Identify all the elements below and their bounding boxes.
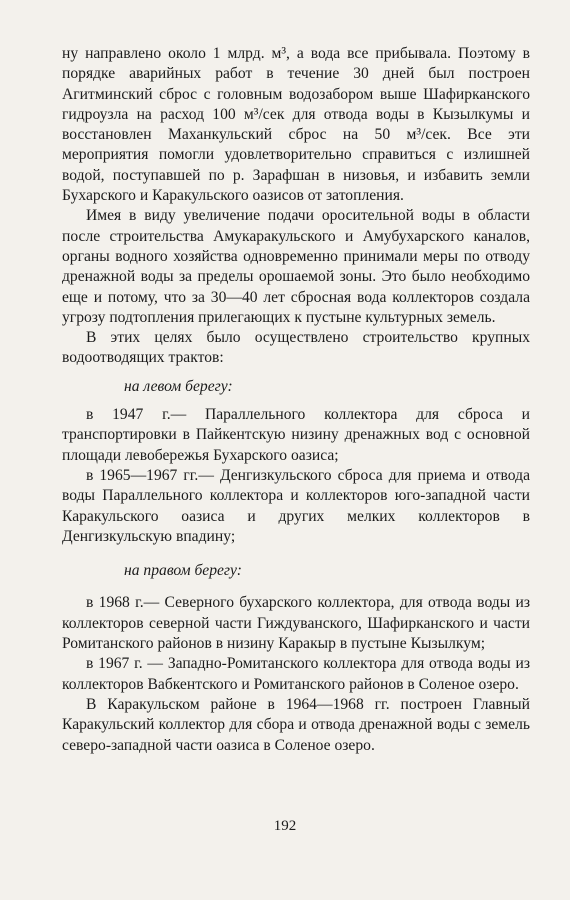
paragraph-karakul-collector: В Каракульском районе в 1964—1968 гг. построен Главный Каракульский коллектор для сбора и отвода дренажной воды с земель северо-западной части оазиса в Соленое озеро. [62,695,530,754]
list-item-dengizkul-outlet: в 1965—1967 гг.— Денгизкульского сброса для приема и отвода воды Параллельного коллектора и коллекторов юго-западной части Каракульского оазиса и других мелких коллекторов в Денгизкульскую впадину; [62,466,530,545]
paragraph-continuation: ну направлено около 1 млрд. м³, а вода все прибывала. Поэтому в порядке аварийных работ в течение 30 дней был построен Агитминский сброс с головным водозабором выше Шафирканского гидроузла на расход 100 м³/сек для отвода воды в Кызылкумы и восстановлен Маханкульский сброс на 50 м³/сек. Все эти мероприятия помогли удовлетворительно справиться с излишней водой, поступавшей по р. Зарафшан в низовья, и избавить земли Бухарского и Каракульского оазисов от затопления. [62,45,530,205]
page-number: 192 [273,818,297,834]
subheading-right-bank: на правом берегу: [124,562,242,580]
list-item-west-romitan-collector: в 1967 г. — Западно-Ромитанского коллектора для отвода воды из коллекторов Вабкентского и Ромитанского районов в Соленое озеро. [62,655,530,693]
list-item-north-bukhara-collector: в 1968 г.— Северного бухарского коллектора, для отвода воды из коллекторов северной части Гиждуванского, Шафирканского и части Ромитанского районов в низину Каракыр в пустыне Кызылкум; [62,594,530,653]
list-item-parallel-collector: в 1947 г.— Параллельного коллектора для сброса и транспортировки в Пайкентскую низину дренажных вод с основной площади левобережья Бухарского оазиса; [62,406,530,464]
subheading-left-bank: на левом берегу: [124,377,233,395]
paragraph-irrigation-measures: Имея в виду увеличение подачи оросительной воды в области после строительства Амукаракульского и Амубухарского каналов, органы водного хозяйства одновременно принимали меры по отводу дренажной воды за пределы орошаемой зоны. Это было необходимо еще и потому, что за 30—40 лет сбросная вода коллекторов создала угрозу подтопления прилегающих к пустыне культурных земель. [62,207,530,326]
paragraph-drainage-intro: В этих целях было осуществлено строительство крупных водоотводящих трактов: [62,329,530,367]
body-text [62,44,530,756]
